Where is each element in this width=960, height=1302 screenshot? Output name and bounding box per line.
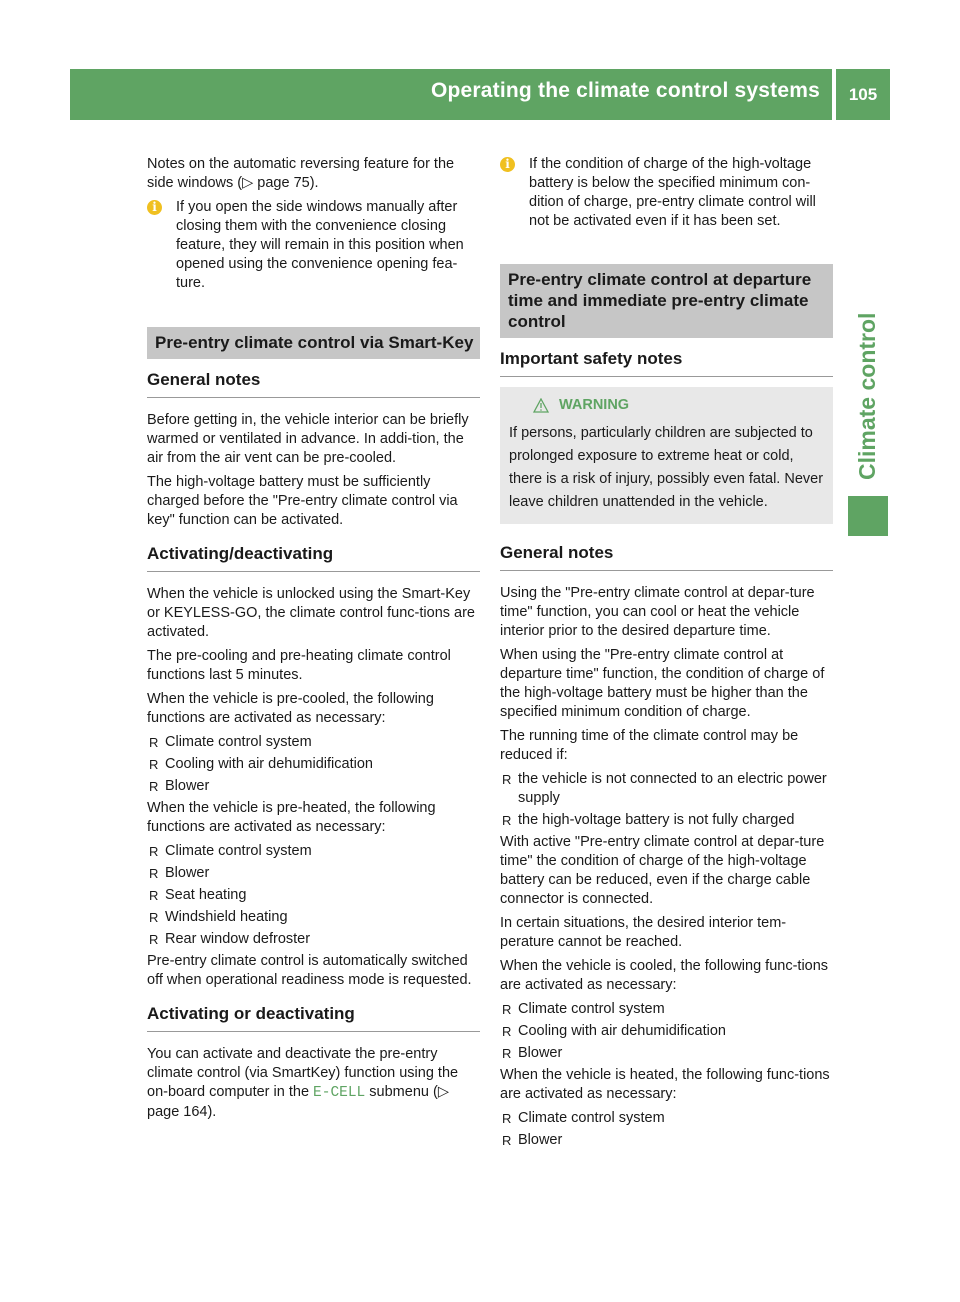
info-note bbox=[500, 155, 833, 231]
paragraph: When the vehicle is cooled, the following func-tions are activated as necessary: bbox=[500, 958, 829, 993]
left-column bbox=[147, 155, 480, 1127]
paragraph: In certain situations, the desired interior tem-perature cannot be reached. bbox=[500, 915, 787, 950]
page-ref[interactable]: page 75). bbox=[257, 175, 319, 191]
page-ref-arrow-icon: ▷ bbox=[242, 175, 258, 191]
side-tab-label: Climate control bbox=[854, 312, 880, 480]
list-item: R Blower bbox=[500, 1131, 833, 1150]
list-item: R Climate control system bbox=[147, 733, 480, 752]
list-item: R Blower bbox=[147, 777, 480, 796]
paragraph: You can activate and deactivate the pre-entry climate control (via SmartKey) function using the on-board computer in the E-CELL submenu (▷ page 164). bbox=[147, 1046, 459, 1120]
paragraph: When the vehicle is heated, the following func-tions are activated as necessary: bbox=[500, 1067, 830, 1102]
list-item: R the high-voltage battery is not fully charged bbox=[500, 811, 833, 830]
info-text: If the condition of charge of the high-voltage battery is below the specified minimum con-dition of charge, pre-entry climate control will not be activated even if it has been set. bbox=[529, 156, 816, 229]
paragraph: The pre-cooling and pre-heating climate control functions last 5 minutes. bbox=[147, 648, 451, 683]
info-text: If you open the side windows manually after closing them with the convenience closing feature, they will remain in this position when opened using the convenience opening fea-ture. bbox=[176, 199, 464, 291]
activating-heading: Activating/deactivating bbox=[147, 543, 480, 572]
section-heading: Pre-entry climate control at departure time and immediate pre-entry climate control bbox=[500, 264, 833, 338]
side-tab-block bbox=[848, 496, 888, 536]
paragraph: When the vehicle is unlocked using the Smart-Key or KEYLESS-GO, the climate control func-tions are activated. bbox=[147, 586, 475, 640]
paragraph: The high-voltage battery must be sufficiently charged before the "Pre-entry climate control via key" function can be activated. bbox=[147, 474, 458, 528]
warning-triangle-icon bbox=[533, 398, 549, 413]
activating-deactivating-heading: Activating or deactivating bbox=[147, 1003, 480, 1032]
section-heading: Pre-entry climate control via Smart-Key bbox=[147, 327, 480, 359]
info-icon: i bbox=[147, 200, 162, 215]
menu-name: E-CELL bbox=[313, 1085, 366, 1101]
list-item: R Windshield heating bbox=[147, 908, 480, 927]
list-item: R Seat heating bbox=[147, 886, 480, 905]
intro-line: side windows ( bbox=[147, 175, 243, 191]
list-item: R Blower bbox=[147, 864, 480, 883]
list-item: R Climate control system bbox=[147, 842, 480, 861]
paragraph: When the vehicle is pre-cooled, the following functions are activated as necessary: bbox=[147, 691, 434, 726]
list-item: R Climate control system bbox=[500, 1000, 833, 1019]
intro-line: Notes on the automatic reversing feature for the bbox=[147, 156, 455, 172]
paragraph: The running time of the climate control may be reduced if: bbox=[500, 728, 799, 763]
general-notes-heading: General notes bbox=[147, 369, 480, 398]
paragraph: When the vehicle is pre-heated, the following functions are activated as necessary: bbox=[147, 800, 436, 835]
info-icon: i bbox=[500, 157, 515, 172]
paragraph-text: submenu bbox=[369, 1084, 429, 1100]
list-item: R Climate control system bbox=[500, 1109, 833, 1128]
list-item: R Rear window defroster bbox=[147, 930, 480, 949]
page-title: Operating the climate control systems bbox=[430, 79, 820, 102]
list-item: R Cooling with air dehumidification bbox=[147, 755, 480, 774]
header-bar bbox=[70, 69, 832, 120]
paragraph: When using the "Pre-entry climate control at departure time" function, the condition of charge of the high-voltage battery must be higher than the specified minimum condition of charge. bbox=[500, 647, 825, 720]
paragraph-text: You can activate and deactivate the pre-entry climate control (via SmartKey) function using the on-board computer in the bbox=[147, 1046, 459, 1100]
paragraph: Before getting in, the vehicle interior can be briefly warmed or ventilated in advance. In addi-tion, the air from the air vent can be pre-cooled. bbox=[147, 412, 469, 466]
warning-text: If persons, particularly children are subjected to prolonged exposure to extreme heat or cold, there is a risk of injury, possibly even fatal. Never leave children unattended in the vehicle. bbox=[509, 425, 824, 510]
page-ref-arrow-icon: ▷ bbox=[437, 1084, 449, 1100]
list-item: R the vehicle is not connected to an electric power supply bbox=[500, 770, 833, 808]
info-note bbox=[147, 198, 480, 293]
intro-paragraph bbox=[147, 155, 480, 193]
warning-box bbox=[500, 387, 833, 524]
page-number: 105 bbox=[836, 69, 890, 120]
side-tab bbox=[848, 200, 888, 480]
paragraph: With active "Pre-entry climate control at depar-ture time" the condition of charge of the high-voltage battery can be reduced, even if the charge cable connector is connected. bbox=[500, 834, 825, 907]
list-item: R Cooling with air dehumidification bbox=[500, 1022, 833, 1041]
list-item: R Blower bbox=[500, 1044, 833, 1063]
paragraph: Using the "Pre-entry climate control at depar-ture time" function, you can cool or heat the vehicle interior prior to the desired departure time. bbox=[500, 585, 815, 639]
warning-title: WARNING bbox=[559, 397, 630, 413]
paragraph: Pre-entry climate control is automatically switched off when operational readiness mode is requested. bbox=[147, 953, 472, 988]
general-notes-heading: General notes bbox=[500, 542, 833, 571]
safety-heading: Important safety notes bbox=[500, 348, 833, 377]
page-ref[interactable]: page 164). bbox=[147, 1104, 217, 1120]
right-column bbox=[500, 155, 833, 1153]
